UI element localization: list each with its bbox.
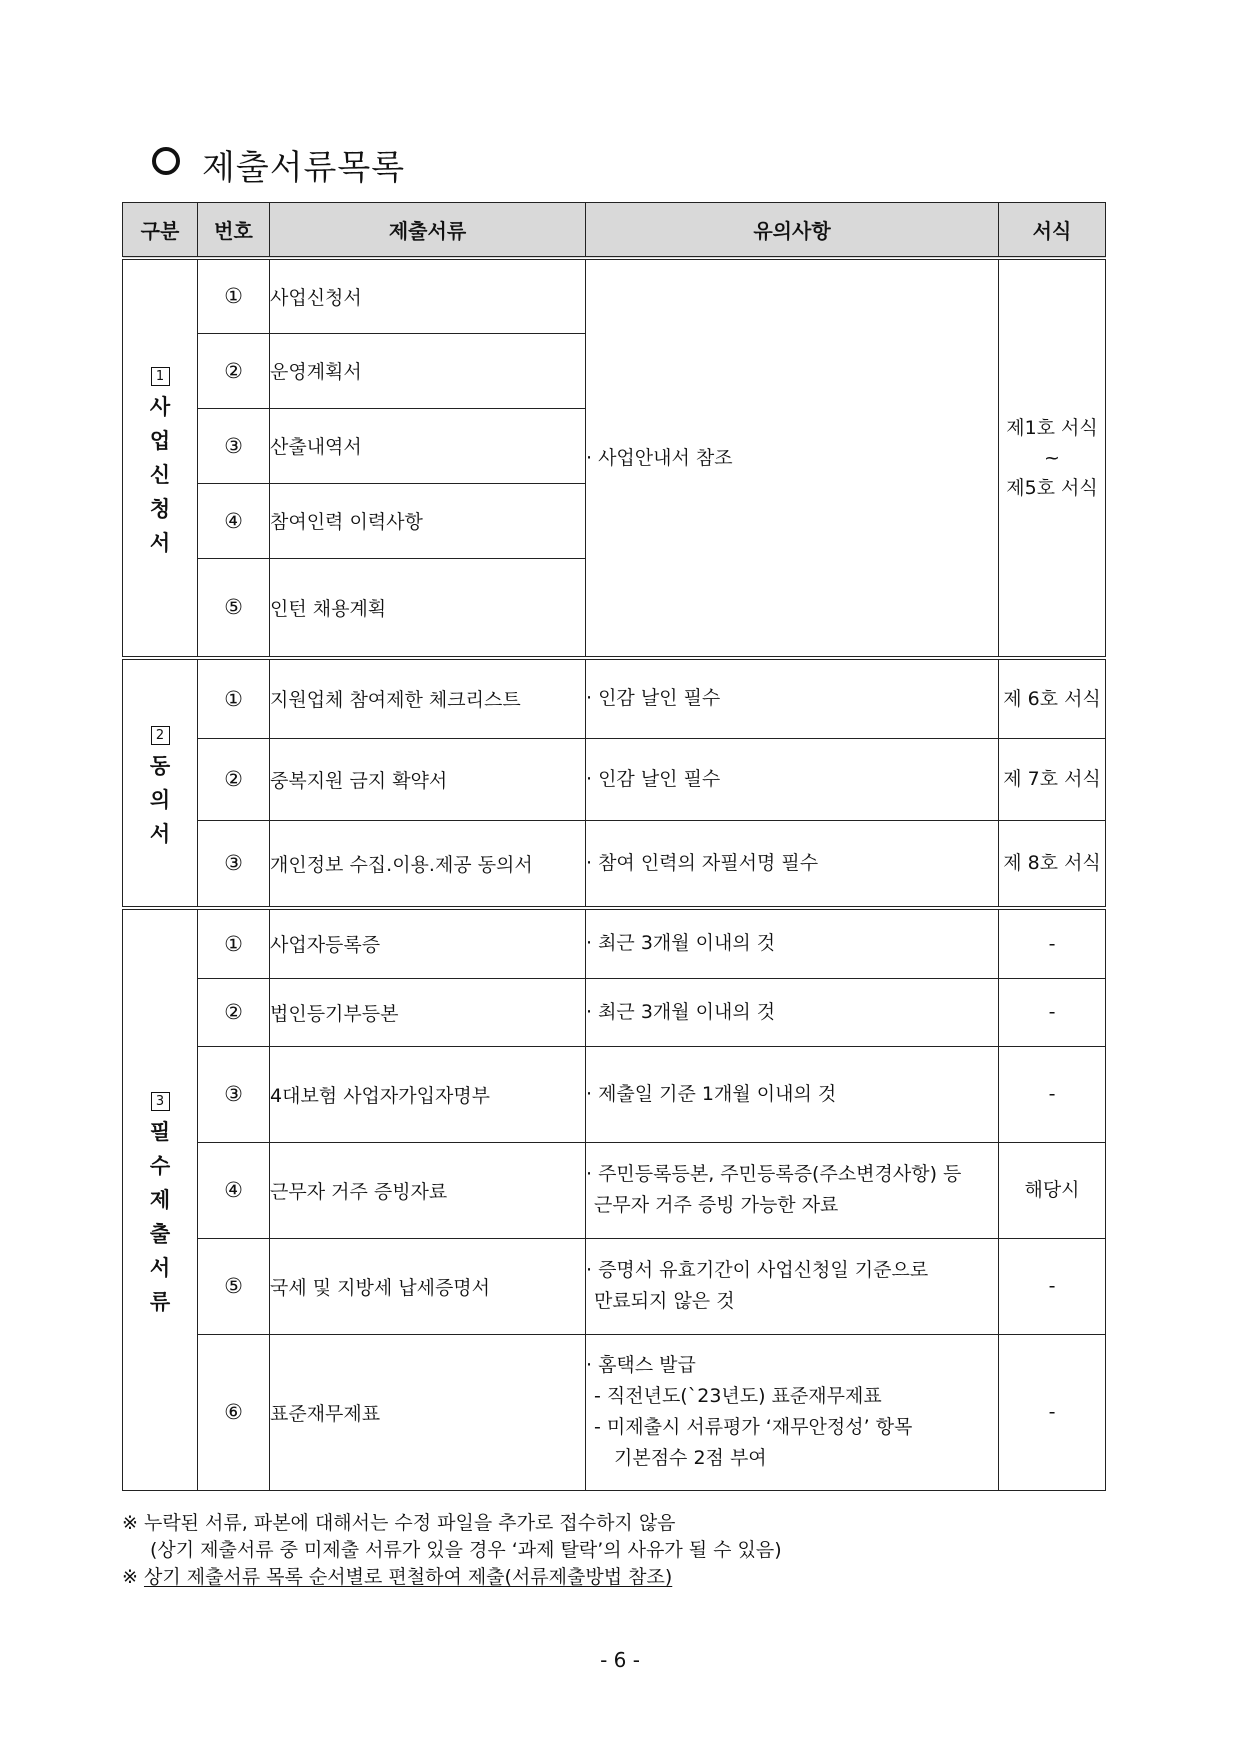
item-number: ⑥ [198,1334,270,1490]
format-cell: 제1호 서식 ~ 제5호 서식 [999,258,1106,658]
table-row [123,658,1106,738]
table-row [123,1238,1106,1334]
format-cell: - [999,908,1106,978]
table-row [123,820,1106,908]
notes-cell: · 인감 날인 필수 [586,658,999,738]
item-number: ③ [198,820,270,908]
notes-cell: · 참여 인력의 자필서명 필수 [586,820,999,908]
table-row [123,978,1106,1046]
document-name: 사업자등록증 [270,908,586,978]
header-notes: 유의사항 [586,203,999,259]
notes-cell: · 증명서 유효기간이 사업신청일 기준으로 만료되지 않은 것 [586,1238,999,1334]
page-number: - 6 - [600,1648,640,1672]
footnotes [122,1510,782,1591]
group-label-application: 1 사 업 신 청 서 [123,258,198,658]
document-name: 국세 및 지방세 납세증명서 [270,1238,586,1334]
format-cell: - [999,978,1106,1046]
underlined-note: 상기 제출서류 목록 순서별로 편철하여 제출(서류제출방법 참조) [143,1566,673,1588]
format-cell: - [999,1046,1106,1142]
item-number: ① [198,258,270,333]
notes-cell: · 제출일 기준 1개월 이내의 것 [586,1046,999,1142]
item-number: ⑤ [198,558,270,658]
document-name: 표준재무제표 [270,1334,586,1490]
document-list-table [122,202,1106,1491]
notes-cell: · 사업안내서 참조 [586,258,999,658]
item-number: ④ [198,483,270,558]
group-label-required: 3 필 수 제 출 서 류 [123,908,198,1490]
header-format: 서식 [999,203,1106,259]
document-name: 법인등기부등본 [270,978,586,1046]
format-cell: - [999,1238,1106,1334]
item-number: ② [198,978,270,1046]
group-number-box: 3 [151,1092,170,1111]
item-number: ③ [198,408,270,483]
table-row [123,1334,1106,1490]
header-number: 번호 [198,203,270,259]
document-name: 사업신청서 [270,258,586,333]
item-number: ① [198,658,270,738]
notes-cell: · 홈택스 발급 - 직전년도(`23년도) 표준재무제표 - 미제출시 서류평가 ‘재무안정성’ 항목 기본점수 2점 부여 [586,1334,999,1490]
item-number: ④ [198,1142,270,1238]
document-name: 근무자 거주 증빙자료 [270,1142,586,1238]
header-document: 제출서류 [270,203,586,259]
document-name: 개인정보 수집.이용.제공 동의서 [270,820,586,908]
document-name: 산출내역서 [270,408,586,483]
group-number-box: 1 [151,367,170,386]
section-title [152,140,405,189]
item-number: ③ [198,1046,270,1142]
table-row [123,738,1106,820]
item-number: ② [198,738,270,820]
format-cell: 해당시 [999,1142,1106,1238]
table-row [123,908,1106,978]
document-name: 참여인력 이력사항 [270,483,586,558]
footnote-line: ※ 누락된 서류, 파본에 대해서는 수정 파일을 추가로 접수하지 않음 [122,1512,676,1534]
table-header-row [123,203,1106,259]
document-name: 운영계획서 [270,333,586,408]
item-number: ① [198,908,270,978]
notes-cell: · 최근 3개월 이내의 것 [586,978,999,1046]
format-cell: 제 7호 서식 [999,738,1106,820]
circle-bullet-icon [152,147,180,175]
format-cell: 제 8호 서식 [999,820,1106,908]
footnote-line: (상기 제출서류 중 미제출 서류가 있을 경우 ‘과제 탈락’의 사유가 될 수 있음) [150,1539,782,1561]
table-row [123,1046,1106,1142]
document-name: 지원업체 참여제한 체크리스트 [270,658,586,738]
format-cell: 제 6호 서식 [999,658,1106,738]
table-row [123,1142,1106,1238]
header-category: 구분 [123,203,198,259]
table-row [123,258,1106,333]
notes-cell: · 최근 3개월 이내의 것 [586,908,999,978]
item-number: ⑤ [198,1238,270,1334]
document-name: 4대보험 사업자가입자명부 [270,1046,586,1142]
document-name: 중복지원 금지 확약서 [270,738,586,820]
document-name: 인턴 채용계획 [270,558,586,658]
title-text: 제출서류목록 [202,148,406,188]
group-label-consent: 2 동 의 서 [123,658,198,908]
item-number: ② [198,333,270,408]
group-number-box: 2 [151,726,170,745]
notes-cell: · 인감 날인 필수 [586,738,999,820]
format-cell: - [999,1334,1106,1490]
footnote-line: ※ 상기 제출서류 목록 순서별로 편철하여 제출(서류제출방법 참조) [122,1566,673,1588]
notes-cell: · 주민등록등본, 주민등록증(주소변경사항) 등 근무자 거주 증빙 가능한 자료 [586,1142,999,1238]
